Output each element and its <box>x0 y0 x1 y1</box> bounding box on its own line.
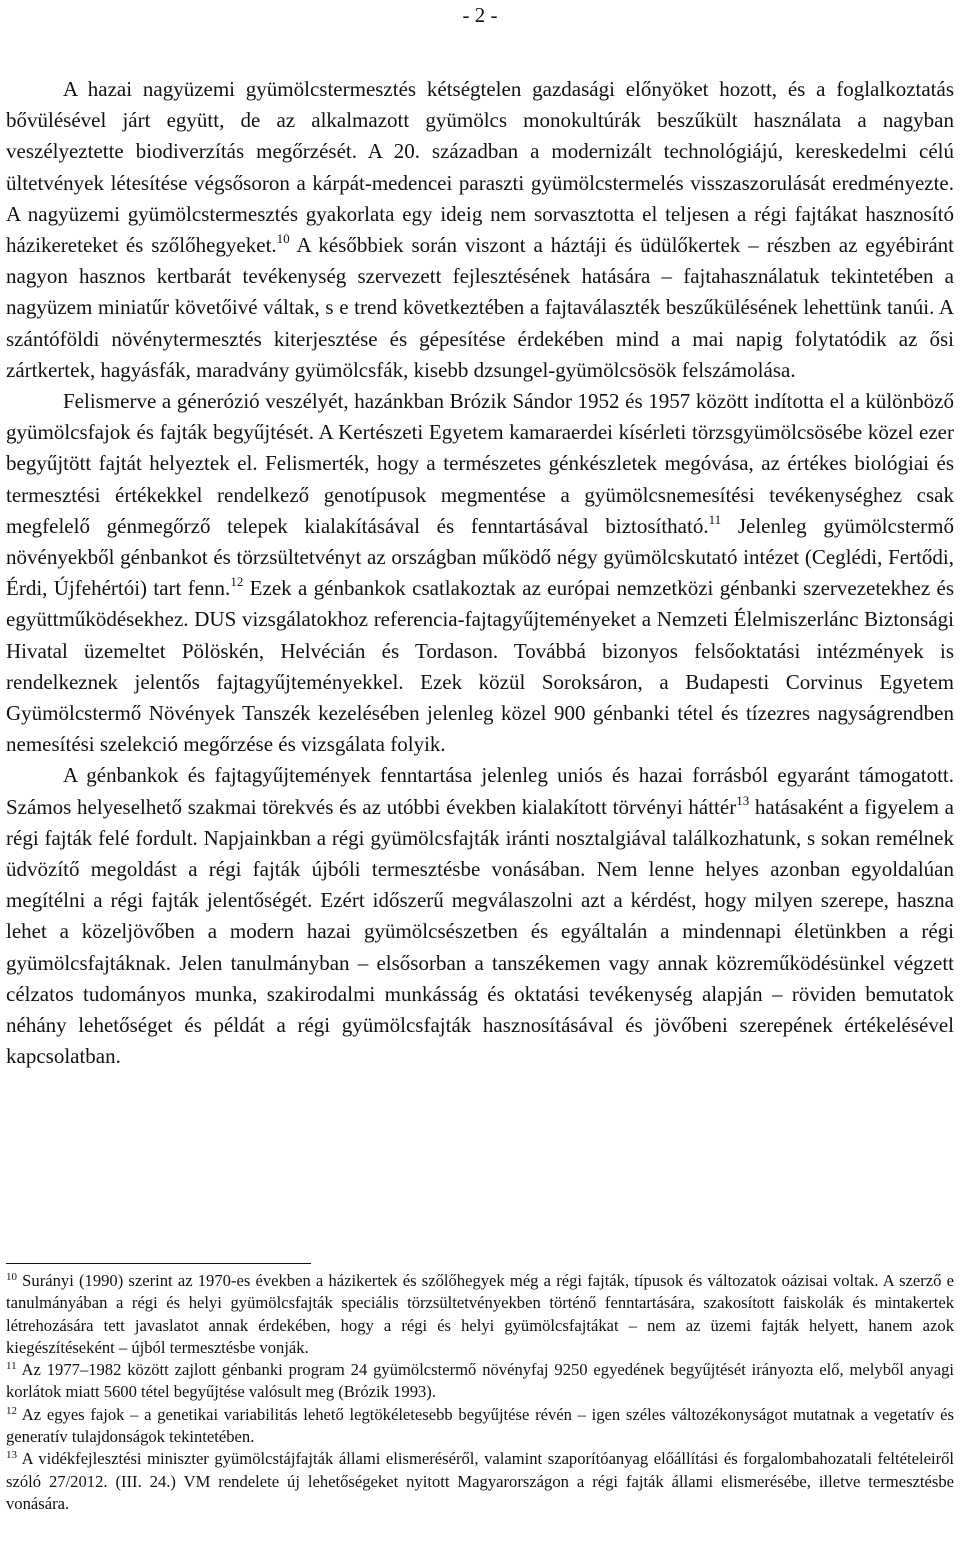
footnote-text: Az 1977–1982 között zajlott génbanki program 24 gyümölcstermő növényfaj 9250 egyedének begyűjtését irányozta elő, melyből anyagi korlátok miatt 5600 tétel begyűjtése valósult meg (Brózik 1993). <box>6 1360 954 1402</box>
footnote-text: Surányi (1990) szerint az 1970-es években a házikertek és szőlőhegyek még a régi fajták, típusok és változatok oázisai voltak. A szerző e tanulmányában a régi és helyi gyümölcsfajták speciális törzsültetvényekben történő fenntartására, szakosított faiskolák és mintakertek létrehozására tett javaslatot annak érdekében, hogy a régi és helyi gyümölcsfajtákat – nem az üzemi fajták helyett, hanem azok kiegészítéseként – újból termesztésbe vonják. <box>6 1271 954 1357</box>
footnote-number: 10 <box>6 1271 17 1283</box>
footnote-10 <box>6 1270 954 1359</box>
text-run: hatásaként a figyelem a régi fajták felé fordult. Napjainkban a régi gyümölcsfajták iránti nosztalgiával találkozhatunk, s sokan remélnek üdvözítő megoldást a régi fajták újbóli termesztésbe vonásában. Nem lenne helyes azonban egyoldalúan megítélni a régi fajták jelentőségét. Ezért időszerű megválaszolni azt a kérdést, hogy milyen szerepe, haszna lehet a közeljövőben a modern hazai gyümölcsészetben és egyáltalán a mindennapi életünkben a régi gyümölcsfajtáknak. Jelen tanulmányban – elsősorban a tanszékemen vagy annak közreműködésünkel végzett célzatos tudományos munka, szakirodalmi munkásság és oktatási tevékenység alapján – röviden bemutatok néhány lehetőséget és példát a régi gyümölcsfajták hasznosításával és jövőbeni szerepének értékelésével kapcsolatban. <box>6 794 954 1069</box>
footnote-number: 13 <box>6 1449 17 1462</box>
footnote-13 <box>6 1448 954 1515</box>
footnote-number: 12 <box>6 1404 17 1417</box>
paragraph-2 <box>6 386 954 760</box>
footnote-text: Az egyes fajok – a genetikai variabilitás lehető legtökéletesebb begyűjtése révén – igen széles változékonyságot mutatnak a vegetatív és generatív tulajdonságok tekintetében. <box>6 1404 954 1447</box>
page-number: - 2 - <box>462 3 498 27</box>
text-run: A későbbiek során viszont a háztáji és üdülőkertek – részben az egyébiránt nagyon hasznos kertbarát tevékenység szervezett fejlesztésének hatására – fajtahasználatuk tekintetében a nagyüzem miniatűr követőivé váltak, s e trend következtében a fajtaválaszték beszűkülésének lehettünk tanúi. A szántóföldi növénytermesztés kiterjesztése és gépesítése érdekében mind a mai napig folytatódik az ősi zártkertek, hagyásfák, maradvány gyümölcsfák, kisebb dzsungel-gyümölcsösök felszámolása. <box>6 233 955 382</box>
paragraph-1 <box>6 74 954 386</box>
footnote-11 <box>6 1359 954 1404</box>
footnote-ref-11[interactable]: 11 <box>708 511 722 527</box>
footnotes <box>6 1270 954 1515</box>
footnote-text: A vidékfejlesztési miniszter gyümölcstájfajták állami elismeréséről, valamint szaporítóanyag előállítási és forgalombahozatali feltételeiről szóló 27/2012. (III. 24.) VM rendelete új lehetőségeket nyitott Magyarországon a régi fajták állami elismerésébe, illetve termesztésbe vonására. <box>6 1449 954 1513</box>
text-run: Jelenleg gyümölcstermő növényekből génbankot és törzsültetvényt az országban működő négy gyümölcskutató intézet (Ceglédi, Fertődi, Érdi, Újfehértói) tart fenn. <box>6 513 954 601</box>
text-run: Felismerve a génerózió veszélyét, hazánkban Brózik Sándor 1952 és 1957 között indította el a különböző gyümölcsfajok és fajták begyűjtését. A Kertészeti Egyetem kamaraerdei kísérleti törzsgyümölcsösébe közel ezer begyűjtött fajtát helyeztek el. Felismerték, hogy a természetes génkészletek megóvása, az értékes biológiai és termesztési értékekkel rendelkező genotípusok megmentése a gyümölcsnemesítési tevékenységhez csak megfelelő génmegőrző telepek kialakításával és fenntartásával biztosítható. <box>6 389 954 538</box>
footnote-ref-13[interactable]: 13 <box>736 792 750 808</box>
text-run: Ezek a génbankok csatlakoztak az európai nemzetközi génbanki szervezetekhez és együttműködésekhez. DUS vizsgálatokhoz referencia-fajtagyűjteményeket a Nemzeti Élelmiszerlánc Biztonsági Hivatal üzemeltet Pölöskén, Helvécián és Tordason. Továbbá bizonyos felsőoktatási intézmények is rendelkeznek jelentős fajtagyűjteményekkel. Ezek közül Soroksáron, a Budapesti Corvinus Egyetem Gyümölcstermő Növények Tanszék kezelésében jelenleg közel 900 génbanki tétel és tízezres nagyságrendben nemesítési szelekció megőrzése és vizsgálata folyik. <box>6 576 954 757</box>
footnote-ref-10[interactable]: 10 <box>276 231 290 247</box>
paragraph-3 <box>6 760 954 1072</box>
text-run: A hazai nagyüzemi gyümölcstermesztés kétségtelen gazdasági előnyöket hozott, és a foglalkoztatás bővülésével járt együtt, de az alkalmazott gyümölcs monokultúrák beszűkült használata a nagyban veszélyeztette biodiverzítás megőrzését. A 20. században a modernizált technológiájú, kereskedelmi célú ültetvények létesítése végsősoron a kárpát-medencei paraszti gyümölcstermelés visszaszorulását eredményezte. A nagyüzemi gyümölcstermesztés gyakorlata egy ideig nem sorvasztotta el teljesen a régi fajtákat hasznosító házikereteket és szőlőhegyeket. <box>6 77 954 258</box>
footnote-number: 11 <box>6 1360 17 1373</box>
main-text <box>6 74 954 1073</box>
text-run: A génbankok és fajtagyűjtemények fenntartása jelenleg uniós és hazai forrásból egyaránt támogatott. Számos helyeselhető szakmai törekvés és az utóbbi években kialakított törvényi háttér <box>6 763 954 819</box>
footnote-12 <box>6 1404 954 1449</box>
footnote-separator <box>6 1263 311 1264</box>
footnote-ref-12[interactable]: 12 <box>230 574 244 590</box>
